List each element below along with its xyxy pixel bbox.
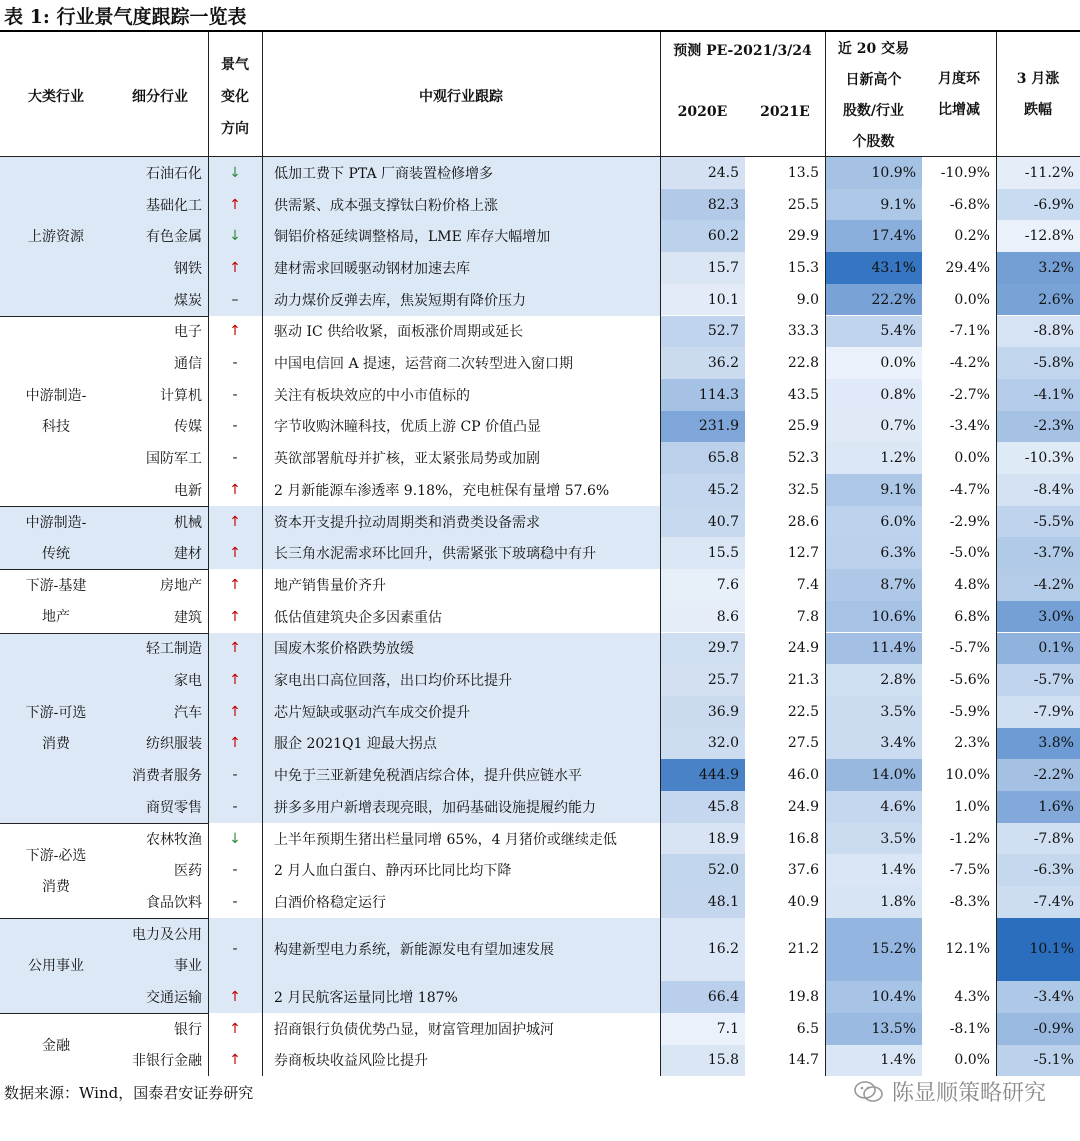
body-divider xyxy=(996,157,997,1076)
pe-2020e-value: 48.1 xyxy=(707,893,739,910)
pe-2021e-value: 13.5 xyxy=(787,164,819,181)
subindustry-name: 银行 xyxy=(174,1021,202,1038)
pe-2020e-value: 7.6 xyxy=(716,576,739,593)
tracking-text: 中免于三亚新建免税酒店综合体，提升供应链水平 xyxy=(274,768,582,785)
tracking-text: 长三角水泥需求环比回升，供需紧张下玻璃稳中有升 xyxy=(274,546,596,563)
pe-2021e-value: 21.3 xyxy=(787,672,819,689)
new-highs-value: 6.0% xyxy=(880,513,916,530)
direction-up-icon: ↑ xyxy=(229,545,241,562)
tracking-text: 低加工费下 PTA 厂商装置检修增多 xyxy=(274,165,494,182)
subindustry-name: 房地产 xyxy=(160,577,202,594)
pe-2020e-value: 82.3 xyxy=(707,196,739,213)
pe-2021e-value: 19.8 xyxy=(787,989,819,1006)
direction-up-icon: ↑ xyxy=(229,1020,241,1037)
pe-2021e-value: 24.9 xyxy=(787,640,819,657)
tracking-text: 驱动 IC 供给收紧，面板涨价周期或延长 xyxy=(274,324,524,341)
march-change-value: -8.4% xyxy=(1033,481,1074,498)
mom-change-value: -7.1% xyxy=(949,323,990,340)
tracking-text: 2 月新能源车渗透率 9.18%，充电桩保有量增 57.6% xyxy=(274,482,610,499)
header-tracking: 中观行业跟踪 xyxy=(419,89,503,105)
mom-change-value: -5.7% xyxy=(949,640,990,657)
mom-change-value: 10.0% xyxy=(945,767,990,784)
header-pe-2020e: 2020E xyxy=(677,104,728,120)
mom-change-value: -3.4% xyxy=(949,418,990,435)
header-divider xyxy=(825,32,826,156)
march-change-value: 1.6% xyxy=(1038,798,1074,815)
pe-2020e-value: 40.7 xyxy=(707,513,739,530)
new-highs-value: 10.4% xyxy=(871,989,916,1006)
group-name: 科技 xyxy=(42,419,70,436)
subindustry-name: 事业 xyxy=(174,958,202,975)
pe-2020e-value: 10.1 xyxy=(707,291,739,308)
new-highs-value: 8.7% xyxy=(880,576,916,593)
header-new-highs: 日新高个 xyxy=(845,72,902,88)
direction-up-icon: ↑ xyxy=(229,703,241,720)
pe-2021e-value: 24.9 xyxy=(787,798,819,815)
direction-flat-icon: - xyxy=(232,941,238,958)
new-highs-value: 17.4% xyxy=(871,228,916,245)
group-name: 金融 xyxy=(42,1037,70,1054)
pe-2020e-value: 15.8 xyxy=(707,1052,739,1069)
march-change-value: -4.2% xyxy=(1033,576,1074,593)
direction-flat-icon: – xyxy=(231,291,239,308)
wechat-icon xyxy=(854,1080,884,1104)
new-highs-value: 0.0% xyxy=(880,355,916,372)
march-change-value: -2.3% xyxy=(1033,418,1074,435)
direction-up-icon: ↑ xyxy=(229,640,241,657)
new-highs-value: 9.1% xyxy=(880,481,916,498)
march-change-value: 0.1% xyxy=(1038,640,1074,657)
subindustry-name: 计算机 xyxy=(160,387,202,404)
tracking-text: 供需紧、成本强支撑钛白粉价格上涨 xyxy=(274,197,498,214)
new-highs-value: 0.7% xyxy=(880,418,916,435)
header-divider xyxy=(262,32,263,156)
subindustry-name: 国防军工 xyxy=(146,451,202,468)
direction-up-icon: ↑ xyxy=(229,259,241,276)
watermark xyxy=(854,1076,1046,1107)
march-change-value: 3.2% xyxy=(1038,259,1074,276)
subindustry-name: 纺织服装 xyxy=(146,736,202,753)
subindustry-name: 食品饮料 xyxy=(146,894,202,911)
mom-change-value: 29.4% xyxy=(945,259,990,276)
pe-2020e-value: 45.2 xyxy=(707,481,739,498)
tracking-text: 构建新型电力系统，新能源发电有望加速发展 xyxy=(274,942,554,959)
watermark-text: 陈显顺策略研究 xyxy=(891,1081,1046,1106)
subindustry-name: 电子 xyxy=(174,324,202,341)
tracking-text: 芯片短缺或驱动汽车成交价提升 xyxy=(274,704,470,721)
march-change-value: -2.2% xyxy=(1033,767,1074,784)
pe-2020e-value: 15.5 xyxy=(707,545,739,562)
subindustry-name: 汽车 xyxy=(174,704,202,721)
pe-2021e-value: 25.9 xyxy=(787,418,819,435)
mom-change-value: -5.9% xyxy=(949,703,990,720)
pe-2020e-value: 52.0 xyxy=(707,862,739,879)
subindustry-name: 非银行金融 xyxy=(132,1053,202,1070)
new-highs-value: 22.2% xyxy=(871,291,916,308)
new-highs-value: 0.8% xyxy=(880,386,916,403)
mom-change-value: 12.1% xyxy=(945,941,990,958)
subindustry-name: 建筑 xyxy=(174,609,202,626)
mom-change-value: -5.6% xyxy=(949,672,990,689)
subindustry-name: 农林牧渔 xyxy=(146,831,202,848)
mom-change-value: -2.7% xyxy=(949,386,990,403)
direction-up-icon: ↑ xyxy=(229,323,241,340)
march-change-value: -10.3% xyxy=(1024,450,1074,467)
march-change-value: 3.8% xyxy=(1038,735,1074,752)
tracking-text: 2 月民航客运量同比增 187% xyxy=(274,990,458,1007)
march-change-value: -5.1% xyxy=(1033,1052,1074,1069)
table-title: 表 1: 行业景气度跟踪一览表 xyxy=(4,6,247,28)
body-divider xyxy=(825,157,826,1076)
header-pe-2021e: 2021E xyxy=(760,104,810,120)
header-new-highs: 个股数 xyxy=(852,134,895,150)
pe-2020e-value: 16.2 xyxy=(707,941,739,958)
tracking-text: 关注有板块效应的中小市值标的 xyxy=(274,387,470,404)
new-highs-value: 3.5% xyxy=(880,830,916,847)
mom-change-value: -8.1% xyxy=(949,1020,990,1037)
body-divider xyxy=(262,157,263,1076)
group-name: 上游资源 xyxy=(28,229,84,246)
subindustry-name: 建材 xyxy=(174,546,202,563)
direction-flat-icon: - xyxy=(232,862,238,879)
subindustry-name: 商贸零售 xyxy=(146,799,202,816)
mom-change-value: 2.3% xyxy=(954,735,990,752)
pe-2021e-value: 9.0 xyxy=(796,291,819,308)
mom-change-value: -4.2% xyxy=(949,355,990,372)
direction-flat-icon: - xyxy=(232,386,238,403)
march-change-value: 3.0% xyxy=(1038,608,1074,625)
direction-up-icon: ↑ xyxy=(229,608,241,625)
pe-2020e-value: 45.8 xyxy=(707,798,739,815)
direction-down-icon: ↓ xyxy=(229,228,241,245)
pe-2021e-value: 6.5 xyxy=(796,1020,819,1037)
pe-2021e-value: 25.5 xyxy=(787,196,819,213)
pe-2020e-value: 36.2 xyxy=(707,355,739,372)
pe-2021e-value: 52.3 xyxy=(787,450,819,467)
direction-up-icon: ↑ xyxy=(229,672,241,689)
new-highs-value: 11.4% xyxy=(871,640,916,657)
pe-2020e-value: 65.8 xyxy=(707,450,739,467)
mom-change-value: 6.8% xyxy=(954,608,990,625)
header-new-highs: 近 20 交易 xyxy=(837,41,910,57)
header-subindustry: 细分行业 xyxy=(132,89,188,105)
tracking-text: 上半年预期生猪出栏量同增 65%，4 月猪价或继续走低 xyxy=(274,831,617,848)
direction-up-icon: ↑ xyxy=(229,481,241,498)
tracking-text: 英欲部署航母并扩核，亚太紧张局势或加剧 xyxy=(274,451,540,468)
pe-2021e-value: 22.5 xyxy=(787,703,819,720)
march-change-value: -3.4% xyxy=(1033,989,1074,1006)
new-highs-value: 10.6% xyxy=(871,608,916,625)
tracking-text: 券商板块收益风险比提升 xyxy=(274,1053,428,1070)
group-name: 下游-必选 xyxy=(25,847,87,864)
tracking-text: 招商银行负债优势凸显，财富管理加固护城河 xyxy=(274,1021,554,1038)
direction-up-icon: ↑ xyxy=(229,513,241,530)
group-name: 下游-基建 xyxy=(25,578,87,595)
march-change-value: -11.2% xyxy=(1024,164,1074,181)
pe-2021e-value: 27.5 xyxy=(787,735,819,752)
mom-change-value: 0.0% xyxy=(954,291,990,308)
subindustry-name: 煤炭 xyxy=(174,292,202,309)
mom-change-value: 4.3% xyxy=(954,989,990,1006)
tracking-text: 拼多多用户新增表现亮眼，加码基础设施提履约能力 xyxy=(274,799,596,816)
march-change-value: -4.1% xyxy=(1033,386,1074,403)
pe-2020e-value: 18.9 xyxy=(707,830,739,847)
header-divider xyxy=(660,32,661,156)
direction-flat-icon: - xyxy=(232,450,238,467)
new-highs-value: 3.4% xyxy=(880,735,916,752)
pe-2021e-value: 16.8 xyxy=(787,830,819,847)
pe-2020e-value: 24.5 xyxy=(707,164,739,181)
new-highs-value: 4.6% xyxy=(880,798,916,815)
direction-flat-icon: - xyxy=(232,355,238,372)
pe-2021e-value: 28.6 xyxy=(787,513,819,530)
direction-flat-icon: - xyxy=(232,798,238,815)
march-change-value: 10.1% xyxy=(1029,941,1074,958)
tracking-text: 服企 2021Q1 迎最大拐点 xyxy=(274,736,437,753)
subindustry-name: 家电 xyxy=(174,673,202,690)
pe-2021e-value: 37.6 xyxy=(787,862,819,879)
group-name: 公用事业 xyxy=(28,958,84,975)
new-highs-value: 1.8% xyxy=(880,893,916,910)
pe-2020e-value: 25.7 xyxy=(707,672,739,689)
pe-2021e-value: 12.7 xyxy=(787,545,819,562)
tracking-text: 家电出口高位回落，出口均价环比提升 xyxy=(274,673,512,690)
mom-change-value: 1.0% xyxy=(954,798,990,815)
pe-2021e-value: 46.0 xyxy=(787,767,819,784)
pe-2021e-value: 21.2 xyxy=(787,941,819,958)
group-name: 消费 xyxy=(42,736,70,753)
pe-2020e-value: 29.7 xyxy=(707,640,739,657)
march-change-value: -6.9% xyxy=(1033,196,1074,213)
header-divider xyxy=(996,32,997,156)
pe-2020e-value: 7.1 xyxy=(716,1020,739,1037)
new-highs-value: 10.9% xyxy=(871,164,916,181)
direction-flat-icon: - xyxy=(232,893,238,910)
march-change-value: -5.5% xyxy=(1033,513,1074,530)
march-change-value: -6.3% xyxy=(1033,862,1074,879)
pe-2021e-value: 15.3 xyxy=(787,259,819,276)
tracking-text: 动力煤价反弹去库，焦炭短期有降价压力 xyxy=(274,292,526,309)
tracking-text: 国废木浆价格跌势放缓 xyxy=(274,641,414,658)
mom-change-value: -8.3% xyxy=(949,893,990,910)
subindustry-name: 交通运输 xyxy=(146,990,202,1007)
new-highs-value: 43.1% xyxy=(871,259,916,276)
tracking-text: 低估值建筑央企多因素重估 xyxy=(274,609,442,626)
subindustry-name: 电力及公用 xyxy=(132,926,202,943)
header-mom: 比增减 xyxy=(938,102,980,118)
subindustry-name: 通信 xyxy=(174,356,202,373)
new-highs-value: 3.5% xyxy=(880,703,916,720)
tracking-text: 白酒价格稳定运行 xyxy=(274,894,386,911)
subindustry-name: 消费者服务 xyxy=(132,768,202,785)
pe-2020e-value: 114.3 xyxy=(698,386,739,403)
march-change-value: 2.6% xyxy=(1038,291,1074,308)
mom-change-value: -10.9% xyxy=(940,164,990,181)
march-change-value: -0.9% xyxy=(1033,1020,1074,1037)
header-direction: 方向 xyxy=(221,121,249,137)
header-direction: 景气 xyxy=(221,57,249,73)
tracking-text: 地产销售量价齐升 xyxy=(274,577,386,594)
pe-2021e-value: 7.8 xyxy=(796,608,819,625)
subindustry-name: 轻工制造 xyxy=(146,641,202,658)
direction-up-icon: ↑ xyxy=(229,735,241,752)
tracking-text: 铜铝价格延续调整格局，LME 库存大幅增加 xyxy=(274,229,551,246)
mom-change-value: 0.0% xyxy=(954,450,990,467)
mom-change-value: 0.2% xyxy=(954,228,990,245)
mom-change-value: -7.5% xyxy=(949,862,990,879)
tracking-text: 资本开支提升拉动周期类和消费类设备需求 xyxy=(274,514,540,531)
mom-change-value: 4.8% xyxy=(954,576,990,593)
march-change-value: -8.8% xyxy=(1033,323,1074,340)
pe-2021e-value: 33.3 xyxy=(787,323,819,340)
pe-2020e-value: 52.7 xyxy=(707,323,739,340)
new-highs-value: 1.4% xyxy=(880,1052,916,1069)
group-name: 地产 xyxy=(42,609,70,626)
mom-change-value: -5.0% xyxy=(949,545,990,562)
subindustry-name: 医药 xyxy=(174,863,202,880)
group-name: 传统 xyxy=(42,545,70,562)
direction-up-icon: ↑ xyxy=(229,1052,241,1069)
march-change-value: -12.8% xyxy=(1024,228,1074,245)
group-name: 下游-可选 xyxy=(25,705,87,722)
mom-change-value: -6.8% xyxy=(949,196,990,213)
pe-2021e-value: 32.5 xyxy=(787,481,819,498)
pe-2021e-value: 22.8 xyxy=(787,355,819,372)
march-change-value: -7.4% xyxy=(1033,893,1074,910)
new-highs-value: 2.8% xyxy=(880,672,916,689)
header-new-highs: 股数/行业 xyxy=(842,103,905,119)
new-highs-value: 1.2% xyxy=(880,450,916,467)
mom-change-value: 0.0% xyxy=(954,1052,990,1069)
pe-2021e-value: 14.7 xyxy=(787,1052,819,1069)
header-divider xyxy=(208,32,209,156)
pe-2020e-value: 60.2 xyxy=(707,228,739,245)
top-rule xyxy=(0,30,1080,32)
tracking-text: 建材需求回暖驱动钢材加速去库 xyxy=(274,260,470,277)
group-name: 中游制造- xyxy=(25,388,87,405)
subindustry-name: 钢铁 xyxy=(174,260,202,277)
direction-down-icon: ↓ xyxy=(229,830,241,847)
subindustry-name: 电新 xyxy=(174,482,202,499)
pe-2020e-value: 231.9 xyxy=(698,418,739,435)
header-mom: 月度环 xyxy=(938,71,980,87)
subindustry-name: 基础化工 xyxy=(146,197,202,214)
march-change-value: -5.8% xyxy=(1033,355,1074,372)
subindustry-name: 石油石化 xyxy=(146,165,202,182)
group-name: 消费 xyxy=(42,878,70,895)
mom-change-value: -1.2% xyxy=(949,830,990,847)
new-highs-value: 6.3% xyxy=(880,545,916,562)
new-highs-value: 1.4% xyxy=(880,862,916,879)
pe-2020e-value: 15.7 xyxy=(707,259,739,276)
data-source-note: 数据来源：Wind，国泰君安证券研究 xyxy=(4,1084,254,1102)
mom-change-value: -2.9% xyxy=(949,513,990,530)
pe-2020e-value: 444.9 xyxy=(698,767,739,784)
tracking-text: 字节收购沐瞳科技，优质上游 CP 价值凸显 xyxy=(274,419,542,436)
pe-2021e-value: 7.4 xyxy=(796,576,819,593)
new-highs-value: 14.0% xyxy=(871,767,916,784)
direction-up-icon: ↑ xyxy=(229,196,241,213)
march-change-value: -7.9% xyxy=(1033,703,1074,720)
subindustry-name: 传媒 xyxy=(174,419,202,436)
march-change-value: -3.7% xyxy=(1033,545,1074,562)
pe-2020e-value: 66.4 xyxy=(707,989,739,1006)
new-highs-value: 13.5% xyxy=(871,1020,916,1037)
header-march: 跌幅 xyxy=(1024,102,1052,118)
subindustry-name: 有色金属 xyxy=(146,229,202,246)
direction-up-icon: ↑ xyxy=(229,576,241,593)
header-pe-group: 预测 PE-2021/3/24 xyxy=(673,43,812,59)
pe-2020e-value: 8.6 xyxy=(716,608,739,625)
new-highs-value: 9.1% xyxy=(880,196,916,213)
new-highs-value: 15.2% xyxy=(871,941,916,958)
header-category: 大类行业 xyxy=(28,89,84,105)
group-name: 中游制造- xyxy=(25,514,87,531)
pe-2021e-value: 40.9 xyxy=(787,893,819,910)
pe-2020e-value: 32.0 xyxy=(707,735,739,752)
direction-down-icon: ↓ xyxy=(229,164,241,181)
march-change-value: -5.7% xyxy=(1033,672,1074,689)
pe-2021e-value: 43.5 xyxy=(787,386,819,403)
body-divider xyxy=(660,157,661,1076)
pe-2020e-value: 36.9 xyxy=(707,703,739,720)
header-direction: 变化 xyxy=(221,89,249,105)
tracking-text: 中国电信回 A 提速，运营商二次转型进入窗口期 xyxy=(274,356,574,373)
mom-change-value: -4.7% xyxy=(949,481,990,498)
pe-2021e-value: 29.9 xyxy=(787,228,819,245)
subindustry-name: 机械 xyxy=(174,514,202,531)
direction-flat-icon: - xyxy=(232,767,238,784)
body-divider xyxy=(208,157,209,1076)
direction-up-icon: ↑ xyxy=(229,989,241,1006)
direction-flat-icon: - xyxy=(232,418,238,435)
new-highs-value: 5.4% xyxy=(880,323,916,340)
tracking-text: 2 月人血白蛋白、静丙环比同比均下降 xyxy=(274,863,512,880)
march-change-value: -7.8% xyxy=(1033,830,1074,847)
header-march: 3 月涨 xyxy=(1016,71,1060,87)
